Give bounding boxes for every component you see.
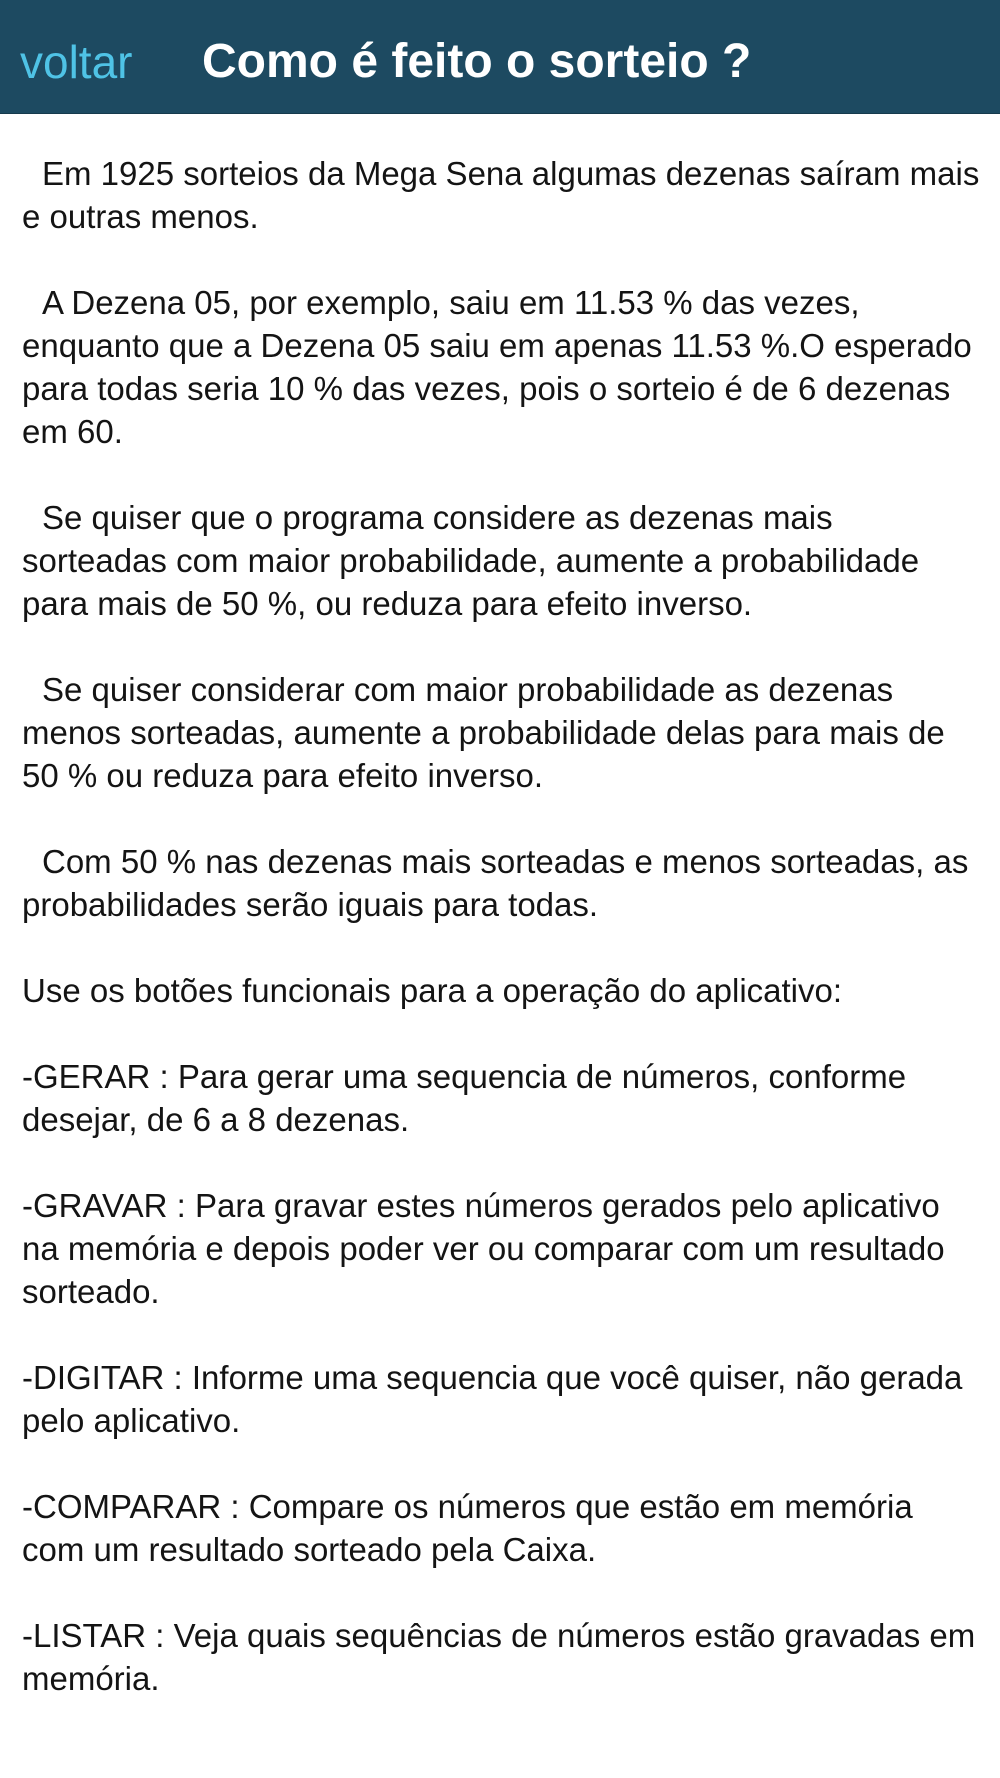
navigation-bar: [0, 0, 1000, 114]
help-text-content[interactable]: [22, 152, 982, 1772]
paragraph-listar: -LISTAR : Veja quais sequências de números estão gravadas em memória.: [22, 1617, 976, 1697]
paragraph-draw-stats: Em 1925 sorteios da Mega Sena algumas dezenas saíram mais e outras menos.: [22, 155, 980, 235]
paragraph-more-drawn: Se quiser que o programa considere as dezenas mais sorteadas com maior probabilidade, aumente a probabilidade para mais de 50 %, ou reduza para efeito inverso.: [22, 499, 920, 622]
paragraph-gerar: -GERAR : Para gerar uma sequencia de números, conforme desejar, de 6 a 8 dezenas.: [22, 1058, 907, 1138]
page-title: Como é feito o sorteio ?: [202, 35, 752, 88]
paragraph-buttons-intro: Use os botões funcionais para a operação do aplicativo:: [22, 972, 843, 1009]
paragraph-gravar: -GRAVAR : Para gravar estes números gerados pelo aplicativo na memória e depois poder ver ou comparar com um resultado sorteado.: [22, 1187, 945, 1310]
paragraph-comparar: -COMPARAR : Compare os números que estão em memória com um resultado sorteado pela Caixa.: [22, 1488, 913, 1568]
paragraph-less-drawn: Se quiser considerar com maior probabilidade as dezenas menos sorteadas, aumente a probabilidade delas para mais de 50 % ou reduza para efeito inverso.: [22, 671, 945, 794]
paragraph-dezena-example: A Dezena 05, por exemplo, saiu em 11.53 % das vezes, enquanto que a Dezena 05 saiu em apenas 11.53 %.O esperado para todas seria 10 % das vezes, pois o sorteio é de 6 dezenas em 60.: [22, 284, 972, 450]
back-button[interactable]: voltar: [20, 36, 133, 88]
paragraph-digitar: -DIGITAR : Informe uma sequencia que você quiser, não gerada pelo aplicativo.: [22, 1359, 963, 1439]
paragraph-equal-probability: Com 50 % nas dezenas mais sorteadas e menos sorteadas, as probabilidades serão iguais para todas.: [22, 843, 969, 923]
